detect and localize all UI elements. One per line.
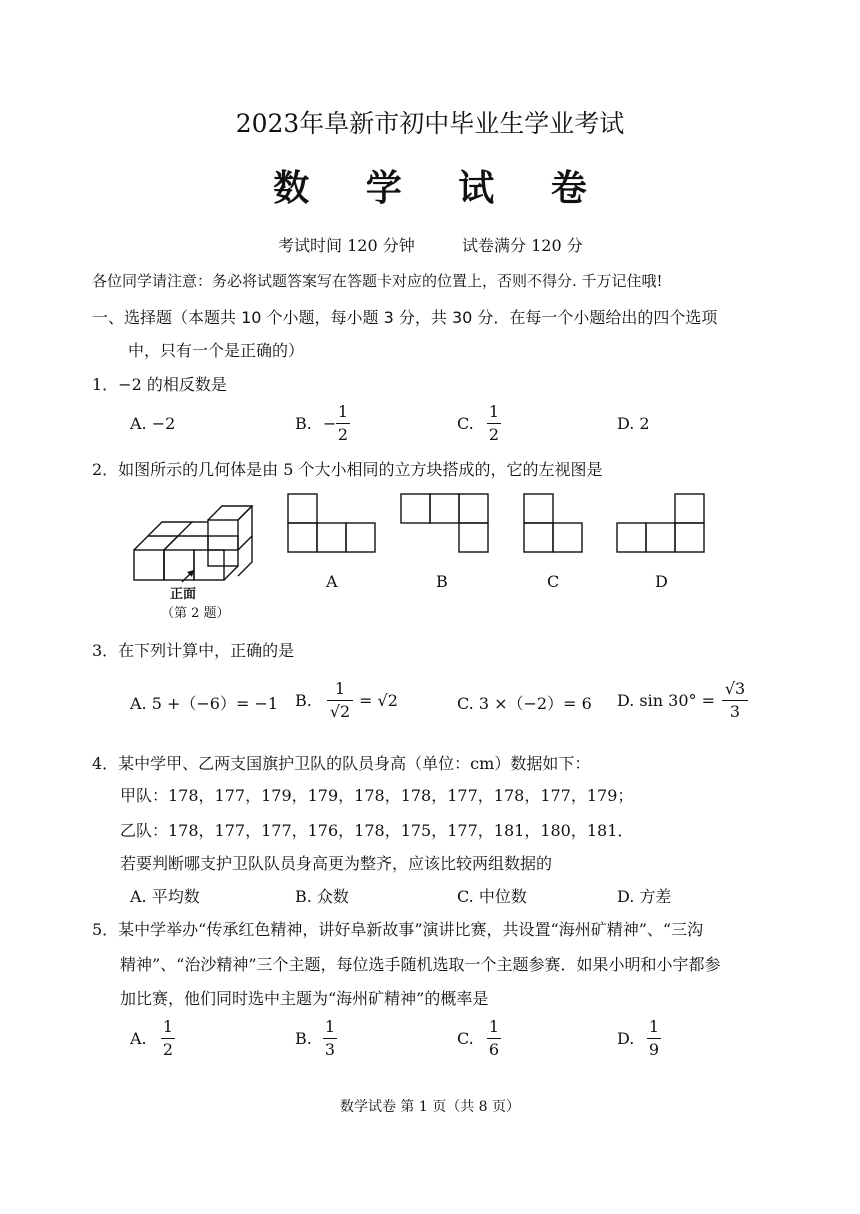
fraction-denominator: 3 [324,1040,336,1059]
section-heading-cont: 中，只有一个是正确的） [128,341,305,360]
fraction-denominator: 6 [488,1040,500,1059]
q3-option-c[interactable]: C. 3 ×（−2）= 6 [457,694,592,713]
fraction-denominator: 9 [648,1040,660,1059]
notice-text: 各位同学请注意：务必将试题答案写在答题卡对应的位置上，否则不得分. 千万记住哦! [92,272,663,290]
fraction-numerator: 1 [488,402,500,421]
q5-line2: 精神”、“治沙精神”三个主题，每位选手随机选取一个主题参赛．如果小明和小宇都参 [120,955,721,974]
q2-option-b[interactable]: B [436,572,448,591]
exam-time: 考试时间 120 分钟 [278,236,415,255]
view-d [617,494,704,552]
q1-option-b-label[interactable]: B. [295,414,312,433]
solid-figure [134,506,252,580]
fraction-bar [487,1038,501,1039]
q1-option-a[interactable]: A. −2 [130,414,176,433]
q4-stem: 4．某中学甲、乙两支国旗护卫队的队员身高（单位：cm）数据如下： [92,754,591,773]
fraction-bar [323,1038,337,1039]
q5-option-a-fraction [161,1018,175,1059]
q2-option-c[interactable]: C [547,572,560,591]
q2-option-d[interactable]: D [655,572,668,591]
q5-option-a-label[interactable]: A. [130,1029,147,1048]
q5-option-b-fraction [323,1018,337,1059]
paper-title: 数 学 试 卷 [273,167,609,209]
q3-option-b-rhs: = √2 [359,691,398,710]
q5-option-c-label[interactable]: C. [457,1029,474,1048]
q1-option-b-sign: − [323,414,337,433]
q3-option-a[interactable]: A. 5 +（−6）= −1 [130,694,279,713]
q5-option-d-label[interactable]: D. [617,1029,635,1048]
q4-option-c[interactable]: C. 中位数 [457,887,527,906]
q3-option-d-label[interactable]: D. sin 30° = [617,691,715,710]
fraction-numerator: 1 [334,679,346,698]
fraction-denominator: √2 [329,702,351,721]
fraction-bar [336,423,350,424]
figure-caption: （第 2 题） [161,606,230,621]
q4-question: 若要判断哪支护卫队队员身高更为整齐，应该比较两组数据的 [120,854,553,873]
q3-option-d-fraction [722,680,748,721]
q1-option-c-fraction [487,403,501,444]
front-label: 正面 [170,587,197,602]
fraction-bar [327,700,353,701]
q4-option-a[interactable]: A. 平均数 [130,887,200,906]
fraction-bar [161,1038,175,1039]
q3-option-b-fraction [327,680,353,721]
fraction-numerator: 1 [488,1017,500,1036]
fraction-denominator: 2 [337,425,349,444]
q5-option-d-fraction [647,1018,661,1059]
fraction-bar [722,700,748,701]
q4-team-b: 乙队：178，177，177，176，178，175，177，181，180，181． [120,821,634,840]
fraction-bar [487,423,501,424]
q5-line3: 加比赛，他们同时选中主题为“海州矿精神”的概率是 [120,989,489,1008]
q2-option-a[interactable]: A [326,572,338,591]
view-b [401,494,488,552]
q3-stem: 3．在下列计算中，正确的是 [92,641,295,660]
fraction-denominator: 2 [488,425,500,444]
q4-option-d[interactable]: D. 方差 [617,887,672,906]
exam-title: 2023年阜新市初中毕业生学业考试 [235,109,625,138]
q2-stem: 2．如图所示的几何体是由 5 个大小相同的立方块搭成的，它的左视图是 [92,460,603,479]
section-heading: 一、选择题（本题共 10 个小题，每小题 3 分，共 30 分．在每一个小题给出的四个选项 [92,308,718,327]
fraction-denominator: 3 [729,702,741,721]
view-c [524,494,582,552]
fraction-numerator: 1 [648,1017,660,1036]
fraction-numerator: 1 [337,402,349,421]
q1-option-c-label[interactable]: C. [457,414,474,433]
q5-option-b-label[interactable]: B. [295,1029,312,1048]
q2-figures [120,490,720,590]
fraction-numerator: √3 [724,679,746,698]
q5-line1: 5．某中学举办“传承红色精神，讲好阜新故事”演讲比赛，共设置“海州矿精神”、“三沟 [92,920,704,939]
fraction-numerator: 1 [162,1017,174,1036]
q1-option-b-fraction [336,403,350,444]
q1-stem: 1．−2 的相反数是 [92,375,227,394]
q1-option-d[interactable]: D. 2 [617,414,650,433]
fraction-bar [647,1038,661,1039]
full-score: 试卷满分 120 分 [462,236,583,255]
fraction-denominator: 2 [162,1040,174,1059]
view-a [288,494,375,552]
q3-option-b-label[interactable]: B. [295,691,312,710]
q4-option-b[interactable]: B. 众数 [295,887,349,906]
fraction-numerator: 1 [324,1017,336,1036]
q5-option-c-fraction [487,1018,501,1059]
q4-team-a: 甲队：178，177，179，179，178，178，177，178，177，179； [120,786,634,805]
page-footer: 数学试卷 第 1 页（共 8 页） [339,1099,521,1115]
